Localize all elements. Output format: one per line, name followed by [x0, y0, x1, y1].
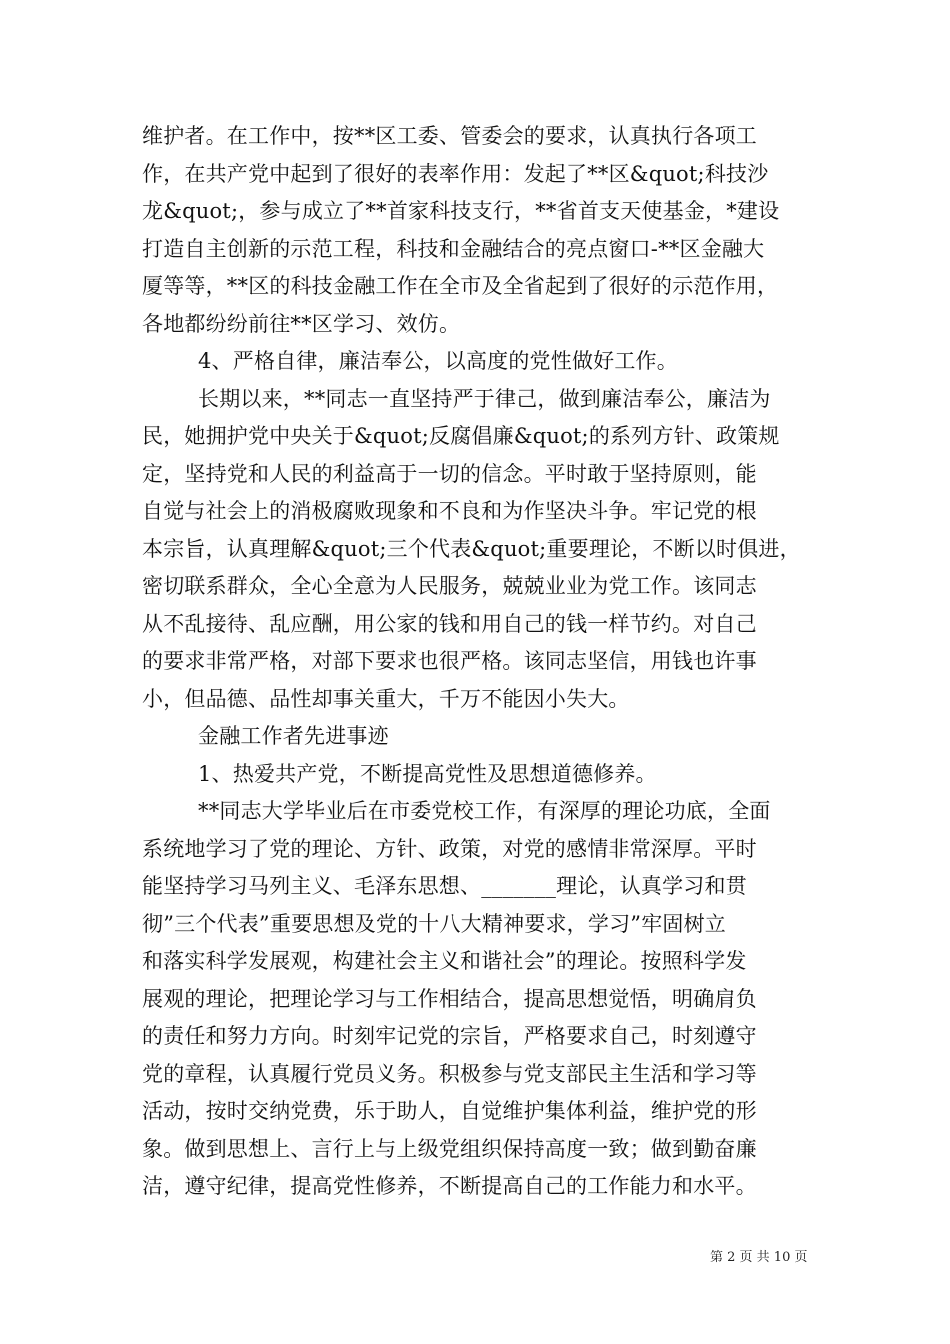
text-line: 定，坚持党和人民的利益高于一切的信念。平时敢于坚持原则，能: [142, 461, 757, 486]
text-line: 小，但品德、品性却事关重大，千万不能因小失大。: [142, 686, 630, 711]
text-line: 洁，遵守纪律，提高党性修养，不断提高自己的工作能力和水平。: [142, 1174, 757, 1198]
section-heading: 4、严格自律，廉洁奉公，以高度的党性做好工作。: [198, 349, 678, 373]
text-line: 民，她拥护党中央关于&quot;反腐倡廉&quot;的系列方针、政策规: [142, 424, 780, 448]
text-line: 维护者。在工作中，按**区工委、管委会的要求，认真执行各项工: [142, 124, 757, 148]
article-title: 金融工作者先进事迹: [198, 724, 389, 748]
text-line: 系统地学习了党的理论、方针、政策，对党的感情非常深厚。平时: [142, 836, 757, 861]
text-line: 长期以来，**同志一直坚持严于律己，做到廉洁奉公，廉洁为: [198, 386, 771, 411]
text-line: 厦等等，**区的科技金融工作在全市及全省起到了很好的示范作用，: [142, 274, 779, 298]
text-line: 打造自主创新的示范工程，科技和金融结合的亮点窗口-**区金融大: [142, 236, 765, 261]
text-line: 作，在共产党中起到了很好的表率作用：发起了**区&quot;科技沙: [142, 161, 769, 186]
page-number: 第 2 页 共 10 页: [710, 1250, 808, 1265]
text-line: 的要求非常严格，对部下要求也很严格。该同志坚信，用钱也许事: [142, 649, 757, 673]
text-line: 从不乱接待、乱应酬，用公家的钱和用自己的钱一样节约。对自己: [142, 611, 757, 636]
text-line: 各地都纷纷前往**区学习、效仿。: [142, 311, 461, 336]
document-body: [142, 118, 822, 1206]
text-line: 本宗旨，认真理解&quot;三个代表&quot;重要理论，不断以时俱进，: [142, 536, 801, 561]
text-line: 彻”三个代表”重要思想及党的十八大精神要求，学习”牢固树立: [142, 911, 727, 936]
text-line: 和落实科学发展观，构建社会主义和谐社会”的理论。按照科学发: [142, 949, 747, 973]
text-line: 活动，按时交纳党费，乐于助人，自觉维护集体利益，维护党的形: [142, 1099, 757, 1123]
text-line: 自觉与社会上的消极腐败现象和不良和为作坚决斗争。牢记党的根: [142, 499, 757, 523]
text-line: 党的章程，认真履行党员义务。积极参与党支部民主生活和学习等: [142, 1061, 757, 1086]
text-line: 能坚持学习马列主义、毛泽东思想、_______理论，认真学习和贯: [142, 874, 747, 898]
text-line: **同志大学毕业后在市委党校工作，有深厚的理论功底，全面: [198, 799, 771, 823]
text-line: 的责任和努力方向。时刻牢记党的宗旨，严格要求自己，时刻遵守: [142, 1024, 757, 1048]
text-line: 龙&quot;，参与成立了**首家科技支行，**省首支天使基金，*建设: [142, 199, 780, 223]
text-line: 象。做到思想上、言行上与上级党组织保持高度一致；做到勤奋廉: [142, 1136, 757, 1161]
text-line: 密切联系群众，全心全意为人民服务，兢兢业业为党工作。该同志: [142, 574, 757, 598]
text-line: 展观的理论，把理论学习与工作相结合，提高思想觉悟，明确肩负: [142, 986, 757, 1011]
section-heading: 1、热爱共产党，不断提高党性及思想道德修养。: [198, 761, 657, 786]
